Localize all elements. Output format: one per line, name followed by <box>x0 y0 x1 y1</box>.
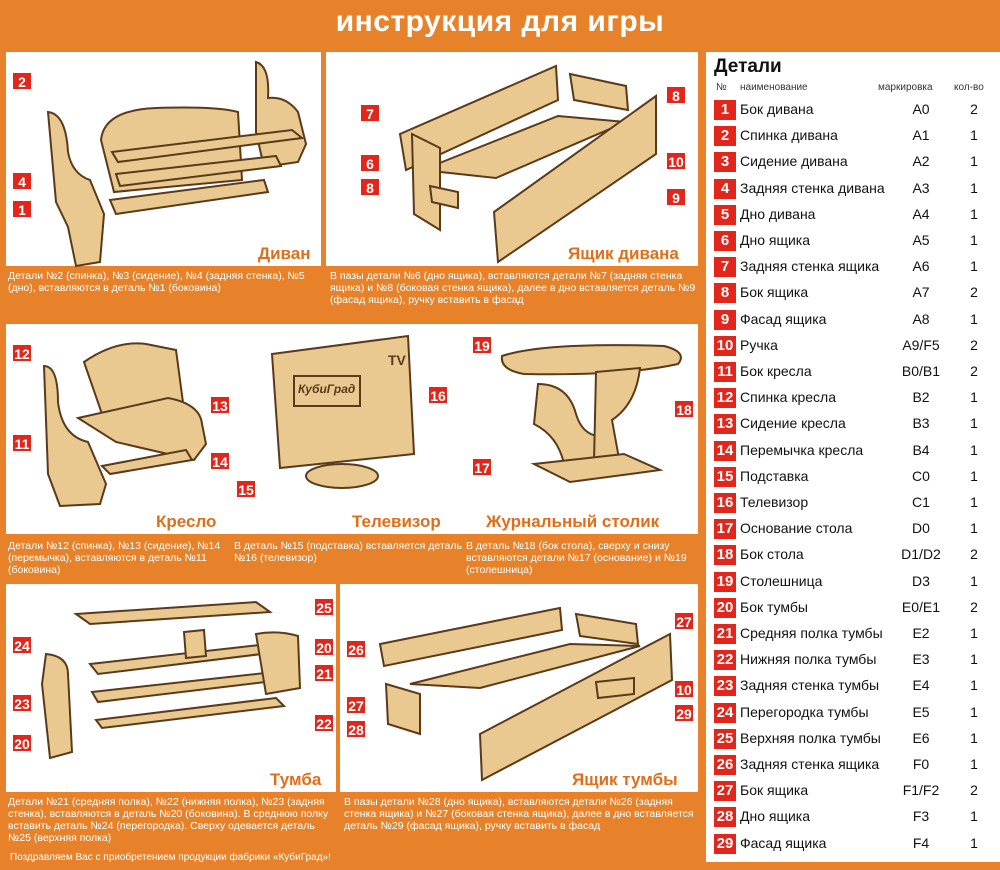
yashik-divana-title: Ящик дивана <box>568 244 679 263</box>
part-mark: E5 <box>912 703 930 720</box>
part-number: 15 <box>714 467 736 487</box>
stolik-title: Журнальный столик <box>486 512 660 531</box>
part-qty: 1 <box>970 756 978 772</box>
part-mark: E2 <box>912 625 930 641</box>
tv-label: TV <box>388 352 406 368</box>
part-number: 24 <box>714 703 736 723</box>
part-mark: A1 <box>912 127 930 144</box>
part-number: 17 <box>714 519 736 539</box>
part-name: Нижняя полка тумбы <box>740 651 877 668</box>
parts-row <box>714 124 996 146</box>
parts-row <box>714 465 996 487</box>
part-number: 18 <box>714 545 736 565</box>
part-qty: 1 <box>970 179 978 196</box>
part-number: 9 <box>714 310 736 330</box>
stolik-caption: В деталь №18 (бок стола), сверху и снизу вставляются детали №17 (основание) и №19 (столешница) <box>466 540 687 576</box>
part-number: 20 <box>714 598 736 618</box>
kreslo-caption: Детали №12 (спинка), №13 (сидение), №14 (перемычка), вставляются в деталь №11 (боковина) <box>8 540 221 576</box>
part-qty: 1 <box>970 494 978 510</box>
part-number: 29 <box>714 834 736 854</box>
part-mark: A2 <box>912 153 930 170</box>
badge-10a: 10 <box>666 152 686 170</box>
part-number: 1 <box>714 100 736 120</box>
part-mark: D1/D2 <box>901 546 941 563</box>
parts-row <box>714 727 996 749</box>
part-name: Задняя стенка ящика <box>740 258 880 275</box>
part-qty: 1 <box>970 441 978 458</box>
kreslo-illustration <box>6 324 238 534</box>
part-name: Перемычка кресла <box>740 441 864 458</box>
part-mark: F4 <box>912 834 930 851</box>
part-qty: 1 <box>970 389 978 406</box>
yashik-tumby-caption: В пазы детали №28 (дно ящика), вставляются детали №26 (задняя стенка ящика) и №27 (боковая стенка ящика), далее в дно вставляется деталь №29 (фасад ящика), ручку вставить в фасад <box>344 796 694 832</box>
televizor-illustration <box>232 324 464 534</box>
part-mark: B2 <box>912 389 930 406</box>
part-name: Дно дивана <box>740 205 816 222</box>
parts-row <box>714 779 996 801</box>
part-name: Ручка <box>740 336 778 353</box>
televizor-panel <box>232 324 464 534</box>
badge-23: 23 <box>12 694 32 712</box>
part-number: 6 <box>714 231 736 251</box>
part-name: Столешница <box>740 572 823 589</box>
part-qty: 1 <box>970 520 978 537</box>
badge-11: 11 <box>12 434 32 452</box>
part-name: Телевизор <box>740 494 809 510</box>
part-name: Средняя полка тумбы <box>740 625 883 641</box>
part-name: Бок дивана <box>740 101 814 117</box>
part-number: 16 <box>714 493 736 513</box>
part-qty: 2 <box>970 363 978 379</box>
badge-8b: 8 <box>666 86 686 104</box>
part-qty: 1 <box>970 677 978 694</box>
part-mark: A3 <box>912 179 930 196</box>
part-mark: F0 <box>912 756 930 772</box>
parts-row <box>714 648 996 670</box>
part-qty: 1 <box>970 205 978 222</box>
parts-row <box>714 412 996 434</box>
col-num: № <box>716 82 727 93</box>
part-qty: 1 <box>970 703 978 720</box>
parts-row <box>714 177 996 199</box>
parts-row <box>714 517 996 539</box>
tumba-illustration <box>6 584 336 792</box>
parts-title: Детали <box>714 56 782 77</box>
part-number: 7 <box>714 257 736 277</box>
part-mark: B3 <box>912 415 930 432</box>
badge-2: 2 <box>12 72 32 90</box>
part-qty: 1 <box>970 572 978 589</box>
badge-1b: 1 <box>12 200 32 218</box>
part-mark: E6 <box>912 729 930 746</box>
tumba-caption: Детали №21 (средняя полка), №22 (нижняя полка), №23 (задняя стенка), вставляются в деталь №20 (боковина). В среднюю полку вставить деталь №24 (перегородка). Сверху одевается деталь №25 (верхняя полка) <box>8 796 329 844</box>
yashik-divana-illustration <box>326 52 698 266</box>
part-qty: 1 <box>970 153 978 170</box>
badge-20b: 20 <box>12 734 32 752</box>
divan-caption: Детали №2 (спинка), №3 (сидение), №4 (задняя стенка), №5 (дно), вставляются в деталь №1 (боковина) <box>8 270 305 294</box>
part-qty: 2 <box>970 284 978 301</box>
part-mark: E3 <box>912 651 930 668</box>
part-number: 22 <box>714 650 736 670</box>
part-name: Бок кресла <box>740 363 812 379</box>
part-name: Сидение дивана <box>740 153 848 170</box>
part-number: 3 <box>714 152 736 172</box>
kreslo-panel <box>6 324 238 534</box>
parts-table <box>706 52 1000 862</box>
part-qty: 1 <box>970 625 978 641</box>
badge-8a: 8 <box>360 178 380 196</box>
parts-row <box>714 229 996 251</box>
badge-29: 29 <box>674 704 694 722</box>
page-title: инструкция для игры <box>335 5 665 38</box>
part-mark: B0/B1 <box>901 363 941 379</box>
yashik-divana-panel <box>326 52 698 266</box>
kreslo-title: Кресло <box>156 512 217 531</box>
badge-27b: 27 <box>346 696 366 714</box>
badge-27a: 27 <box>674 612 694 630</box>
parts-row <box>714 622 996 644</box>
badge-13: 13 <box>210 396 230 414</box>
part-qty: 1 <box>970 232 978 248</box>
part-mark: F3 <box>912 808 930 825</box>
part-qty: 1 <box>970 127 978 144</box>
parts-row <box>714 439 996 461</box>
parts-row <box>714 203 996 225</box>
part-qty: 1 <box>970 258 978 275</box>
badge-4: 4 <box>12 172 32 190</box>
badge-9: 9 <box>666 188 686 206</box>
part-mark: D3 <box>912 572 930 589</box>
part-name: Верхняя полка тумбы <box>740 729 881 746</box>
badge-20a: 20 <box>314 638 334 656</box>
part-name: Основание стола <box>740 520 853 537</box>
part-mark: A7 <box>912 284 930 301</box>
part-number: 25 <box>714 729 736 749</box>
badge-22: 22 <box>314 714 334 732</box>
parts-row <box>714 832 996 854</box>
badge-24: 24 <box>12 636 32 654</box>
part-mark: E0/E1 <box>901 598 941 615</box>
parts-row <box>714 150 996 172</box>
badge-7: 7 <box>360 104 380 122</box>
part-mark: C0 <box>912 467 930 484</box>
part-name: Перегородка тумбы <box>740 703 869 720</box>
parts-row <box>714 281 996 303</box>
badge-19: 19 <box>472 336 492 354</box>
part-mark: A8 <box>912 310 930 327</box>
badge-12: 12 <box>12 344 32 362</box>
yashik-divana-caption: В пазы детали №6 (дно ящика), вставляются детали №7 (задняя стенка ящика) и №8 (боковая стенка ящика), далее в дно вставляется деталь №9 (фасад ящика), ручку вставить в фасад <box>330 270 696 306</box>
tv-logo: КубиГрад <box>298 382 356 396</box>
part-qty: 1 <box>970 834 978 851</box>
parts-row <box>714 701 996 723</box>
part-qty: 1 <box>970 651 978 668</box>
col-name: наименование <box>740 82 808 93</box>
stolik-panel <box>464 324 698 534</box>
badge-6: 6 <box>360 154 380 172</box>
badge-18: 18 <box>674 400 694 418</box>
part-mark: A4 <box>912 205 930 222</box>
parts-row <box>714 360 996 382</box>
divan-illustration <box>6 52 321 266</box>
part-number: 5 <box>714 205 736 225</box>
parts-row <box>714 491 996 513</box>
badge-17: 17 <box>472 458 492 476</box>
part-name: Бок ящика <box>740 782 809 799</box>
part-number: 13 <box>714 414 736 434</box>
part-name: Дно ящика <box>740 808 811 825</box>
part-mark: A5 <box>912 232 930 248</box>
part-number: 14 <box>714 441 736 461</box>
part-number: 12 <box>714 388 736 408</box>
part-qty: 1 <box>970 729 978 746</box>
part-mark: A6 <box>912 258 930 275</box>
col-qty: кол-во <box>954 82 984 93</box>
part-number: 19 <box>714 572 736 592</box>
parts-row <box>714 308 996 330</box>
badge-14: 14 <box>210 452 230 470</box>
part-name: Бок ящика <box>740 284 809 301</box>
part-number: 27 <box>714 781 736 801</box>
part-number: 4 <box>714 179 736 199</box>
divan-panel <box>6 52 321 266</box>
yashik-tumby-title: Ящик тумбы <box>572 770 678 789</box>
part-qty: 2 <box>970 546 978 563</box>
part-name: Задняя стенка тумбы <box>740 677 880 694</box>
part-mark: A9/F5 <box>902 336 940 353</box>
part-name: Подставка <box>740 467 809 484</box>
part-qty: 1 <box>970 310 978 327</box>
part-name: Сидение кресла <box>740 415 846 432</box>
parts-row <box>714 386 996 408</box>
parts-row <box>714 674 996 696</box>
part-qty: 2 <box>970 782 978 799</box>
yashik-tumby-illustration <box>340 584 698 792</box>
badge-16: 16 <box>428 386 448 404</box>
parts-row <box>714 570 996 592</box>
tumba-panel <box>6 584 336 792</box>
footer-text: Поздравляем Вас с приобретением продукции фабрики «КубиГрад»! <box>10 852 331 863</box>
part-mark: B4 <box>912 441 930 458</box>
part-mark: E4 <box>912 677 930 694</box>
parts-row <box>714 98 996 120</box>
part-qty: 1 <box>970 467 978 484</box>
part-number: 28 <box>714 807 736 827</box>
televizor-title: Телевизор <box>352 512 441 531</box>
part-number: 8 <box>714 283 736 303</box>
part-name: Фасад ящика <box>740 310 827 327</box>
televizor-caption: В деталь №15 (подставка) вставляется деталь №16 (телевизор) <box>234 540 462 564</box>
parts-row <box>714 543 996 565</box>
parts-row <box>714 753 996 775</box>
badge-15: 15 <box>236 480 256 498</box>
part-number: 2 <box>714 126 736 146</box>
part-number: 10 <box>714 336 736 356</box>
col-mark: маркировка <box>878 82 933 93</box>
divan-title: Диван <box>258 244 311 263</box>
part-mark: A0 <box>912 101 930 117</box>
part-qty: 2 <box>970 336 978 353</box>
yashik-tumby-panel <box>340 584 698 792</box>
part-mark: C1 <box>912 494 930 510</box>
part-qty: 2 <box>970 101 978 117</box>
stolik-illustration <box>464 324 698 534</box>
part-name: Спинка дивана <box>740 127 838 144</box>
part-name: Спинка кресла <box>740 389 837 406</box>
part-qty: 2 <box>970 598 978 615</box>
parts-row <box>714 805 996 827</box>
part-name: Дно ящика <box>740 232 811 248</box>
badge-21: 21 <box>314 664 334 682</box>
part-name: Бок тумбы <box>740 598 808 615</box>
part-qty: 1 <box>970 808 978 825</box>
part-number: 26 <box>714 755 736 775</box>
part-mark: D0 <box>912 520 930 537</box>
parts-row <box>714 334 996 356</box>
parts-row <box>714 596 996 618</box>
badge-25: 25 <box>314 598 334 616</box>
part-name: Задняя стенка ящика <box>740 756 880 772</box>
part-number: 21 <box>714 624 736 644</box>
badge-10b: 10 <box>674 680 694 698</box>
badge-26: 26 <box>346 640 366 658</box>
part-number: 23 <box>714 676 736 696</box>
part-name: Бок стола <box>740 546 804 563</box>
badge-28: 28 <box>346 720 366 738</box>
parts-row <box>714 255 996 277</box>
part-name: Фасад ящика <box>740 834 827 851</box>
tumba-title: Тумба <box>270 770 322 789</box>
part-number: 11 <box>714 362 736 382</box>
part-qty: 1 <box>970 415 978 432</box>
part-mark: F1/F2 <box>902 782 940 799</box>
part-name: Задняя стенка дивана <box>740 179 885 196</box>
